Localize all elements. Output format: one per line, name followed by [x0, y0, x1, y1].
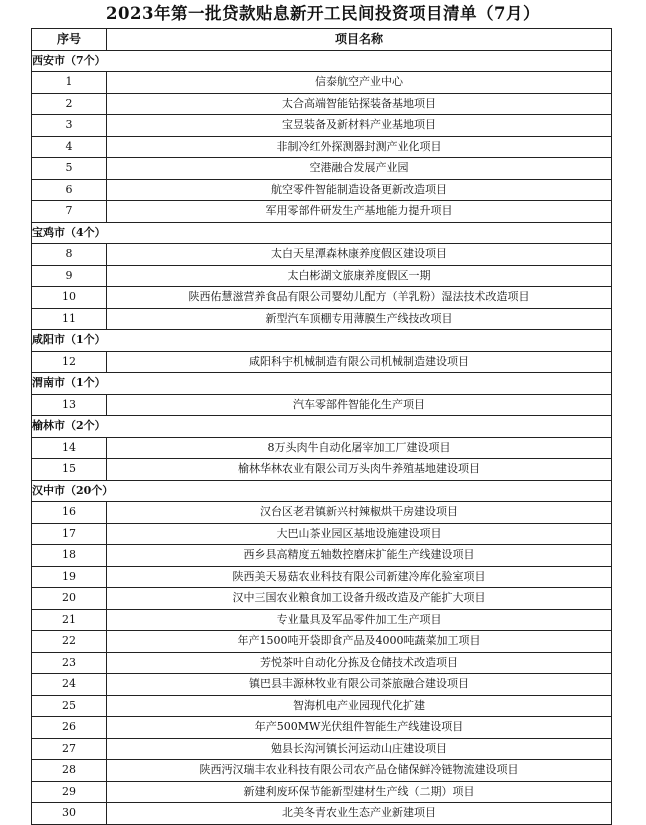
group-label: 榆林市（2个） [32, 416, 612, 438]
project-name: 陕西佑慧滋营养食品有限公司婴幼儿配方（羊乳粉）湿法技术改造项目 [107, 287, 612, 309]
table-row [32, 201, 612, 223]
page-title: 2023年第一批贷款贴息新开工民间投资项目清单（7月） [106, 4, 540, 23]
table-row [32, 179, 612, 201]
table-row [32, 93, 612, 115]
serial-number: 16 [32, 502, 107, 524]
group-row [32, 222, 612, 244]
table-row [32, 631, 612, 653]
header-project-name: 项目名称 [107, 29, 612, 51]
table-row [32, 695, 612, 717]
serial-number: 25 [32, 695, 107, 717]
group-label: 宝鸡市（4个） [32, 222, 612, 244]
project-name: 汉中三国农业粮食加工设备升级改造及产能扩大项目 [107, 588, 612, 610]
serial-number: 4 [32, 136, 107, 158]
group-row [32, 480, 612, 502]
serial-number: 26 [32, 717, 107, 739]
serial-number: 21 [32, 609, 107, 631]
table-row [32, 115, 612, 137]
group-label: 渭南市（1个） [32, 373, 612, 395]
serial-number: 20 [32, 588, 107, 610]
serial-number: 12 [32, 351, 107, 373]
serial-number: 23 [32, 652, 107, 674]
serial-number: 8 [32, 244, 107, 266]
table-row [32, 502, 612, 524]
project-name: 汉台区老君镇新兴村辣椒烘干房建设项目 [107, 502, 612, 524]
table-row [32, 265, 612, 287]
table-header-row [32, 29, 612, 51]
table-row [32, 459, 612, 481]
table-row [32, 308, 612, 330]
project-name: 太白彬湖文旅康养度假区一期 [107, 265, 612, 287]
table-row [32, 609, 612, 631]
serial-number: 27 [32, 738, 107, 760]
table-row [32, 437, 612, 459]
project-name: 镇巴县丰源林牧业有限公司茶旅融合建设项目 [107, 674, 612, 696]
project-name: 太合高端智能钻探装备基地项目 [107, 93, 612, 115]
table-row [32, 158, 612, 180]
table-row [32, 674, 612, 696]
project-table [31, 28, 612, 825]
serial-number: 22 [32, 631, 107, 653]
serial-number: 5 [32, 158, 107, 180]
project-name: 芳悦茶叶自动化分拣及仓储技术改造项目 [107, 652, 612, 674]
serial-number: 30 [32, 803, 107, 825]
project-name: 信泰航空产业中心 [107, 72, 612, 94]
project-name: 陕西沔汉瑞丰农业科技有限公司农产品仓储保鲜冷链物流建设项目 [107, 760, 612, 782]
group-row [32, 50, 612, 72]
header-serial-number: 序号 [32, 29, 107, 51]
serial-number: 7 [32, 201, 107, 223]
serial-number: 28 [32, 760, 107, 782]
serial-number: 24 [32, 674, 107, 696]
group-label: 咸阳市（1个） [32, 330, 612, 352]
table-row [32, 717, 612, 739]
serial-number: 11 [32, 308, 107, 330]
project-name: 榆林华林农业有限公司万头肉牛养殖基地建设项目 [107, 459, 612, 481]
project-name: 军用零部件研发生产基地能力提升项目 [107, 201, 612, 223]
table-row [32, 287, 612, 309]
table-row [32, 545, 612, 567]
serial-number: 29 [32, 781, 107, 803]
serial-number: 15 [32, 459, 107, 481]
table-row [32, 351, 612, 373]
project-name: 8万头肉牛自动化屠宰加工厂建设项目 [107, 437, 612, 459]
serial-number: 14 [32, 437, 107, 459]
project-name: 非制冷红外探测器封测产业化项目 [107, 136, 612, 158]
project-name: 新建利废环保节能新型建材生产线（二期）项目 [107, 781, 612, 803]
serial-number: 19 [32, 566, 107, 588]
project-name: 北美冬青农业生态产业新建项目 [107, 803, 612, 825]
project-name: 太白天星潭森林康养度假区建设项目 [107, 244, 612, 266]
table-row [32, 781, 612, 803]
table-row [32, 523, 612, 545]
serial-number: 17 [32, 523, 107, 545]
group-row [32, 373, 612, 395]
group-label: 汉中市（20个） [32, 480, 612, 502]
serial-number: 2 [32, 93, 107, 115]
table-body [32, 50, 612, 824]
table-row [32, 738, 612, 760]
project-name: 陕西美天易菇农业科技有限公司新建冷库化验室项目 [107, 566, 612, 588]
table-row [32, 72, 612, 94]
project-name: 年产1500吨开袋即食产品及4000吨蔬菜加工项目 [107, 631, 612, 653]
serial-number: 6 [32, 179, 107, 201]
project-name: 西乡县高精度五轴数控磨床扩能生产线建设项目 [107, 545, 612, 567]
serial-number: 18 [32, 545, 107, 567]
table-row [32, 760, 612, 782]
project-name: 专业量具及军品零件加工生产项目 [107, 609, 612, 631]
serial-number: 9 [32, 265, 107, 287]
table-row [32, 588, 612, 610]
serial-number: 3 [32, 115, 107, 137]
serial-number: 13 [32, 394, 107, 416]
project-name: 勉县长沟河镇长河运动山庄建设项目 [107, 738, 612, 760]
serial-number: 10 [32, 287, 107, 309]
table-row [32, 136, 612, 158]
project-name: 大巴山茶业园区基地设施建设项目 [107, 523, 612, 545]
group-row [32, 330, 612, 352]
table-row [32, 244, 612, 266]
project-name: 航空零件智能制造设备更新改造项目 [107, 179, 612, 201]
project-name: 新型汽车顶棚专用薄膜生产线技改项目 [107, 308, 612, 330]
table-row [32, 652, 612, 674]
group-label: 西安市（7个） [32, 50, 612, 72]
project-name: 宝昱装备及新材料产业基地项目 [107, 115, 612, 137]
project-name: 空港融合发展产业园 [107, 158, 612, 180]
serial-number: 1 [32, 72, 107, 94]
project-name: 智海机电产业园现代化扩建 [107, 695, 612, 717]
group-row [32, 416, 612, 438]
table-row [32, 803, 612, 825]
table-row [32, 394, 612, 416]
project-name: 年产500MW光伏组件智能生产线建设项目 [107, 717, 612, 739]
table-row [32, 566, 612, 588]
project-name: 咸阳科宇机械制造有限公司机械制造建设项目 [107, 351, 612, 373]
project-name: 汽车零部件智能化生产项目 [107, 394, 612, 416]
